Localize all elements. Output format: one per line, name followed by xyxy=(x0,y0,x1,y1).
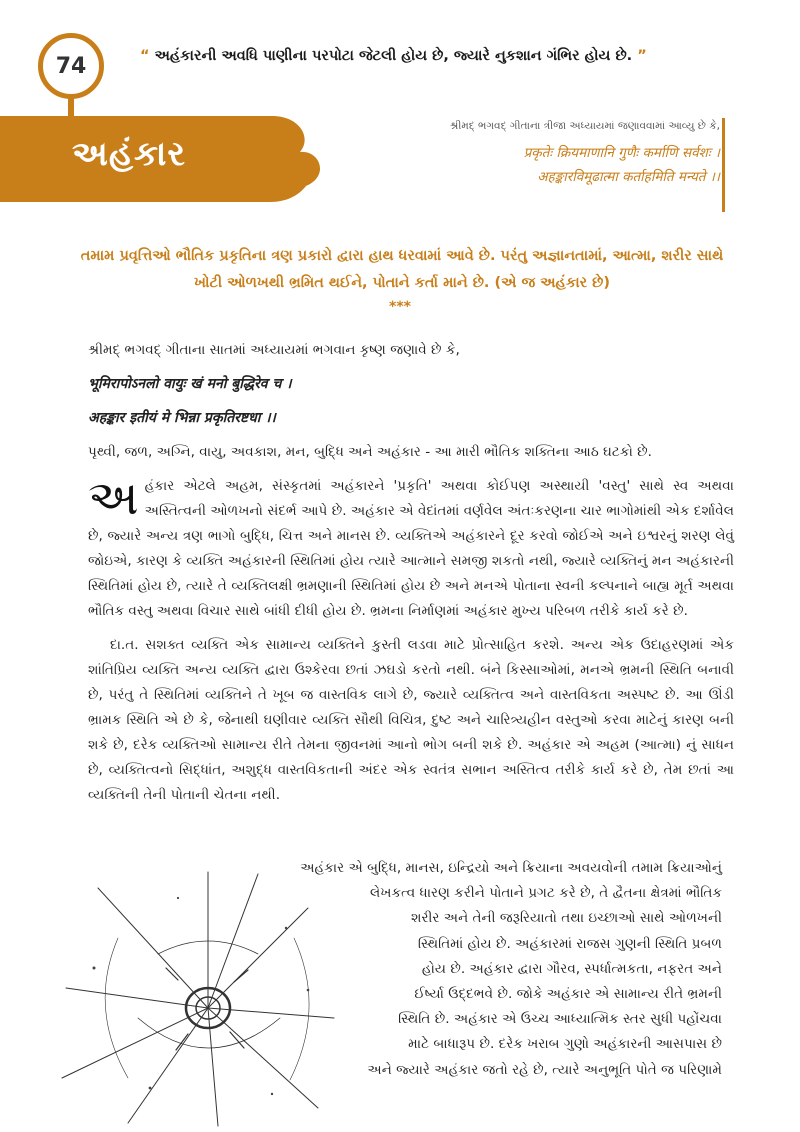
intro-paragraph: તમામ પ્રવૃત્તિઓ ભૌતિક પ્રકૃતિના ત્રણ પ્રકારો દ્વારા હાથ ધરવામાં આવે છે. પરંતુ અજ્ઞાનતામાં, આત્મા, શરીર સાથે ખોટી ઓળખથી ભ્રમિત થઈને, પોતાને કર્તા માને છે. (એ જ અહંકાર છે) xyxy=(80,248,724,291)
body-paragraph-1: શ્રીમદ્ ભગવદ્ ગીતાના સાતમાં અધ્યાયમાં ભગવાન કૃષ્ણ જણાવે છે કે, xyxy=(88,342,460,358)
right-line: હોય છે. અહંકાર દ્વારા ગૌરવ, સ્પર્ધાત્મકતા, નફરત અને xyxy=(421,960,722,977)
gita-verse xyxy=(400,141,720,189)
sanskrit-verse-line-1: भूमिरापोऽनलो वायुः खं मनो बुद्धिरेव च । xyxy=(88,376,292,392)
drop-cap: અ xyxy=(88,470,139,526)
right-column-text xyxy=(296,856,722,1083)
body-paragraph-3-text: હંકાર એટલે અહમ, સંસ્કૃતમાં અહંકારને 'પ્રકૃતિ' અથવા કોઈપણ અસ્થાયી 'વસ્તુ' સાથે સ્વ અથવા અસ્તિત્વની ઓળખનો સંદર્ભ આપે છે. અહંકાર એ વેદાંતમાં વર્ણવેલ અંતઃકરણના ચાર ભાગોમાંથી એક દર્શાવેલ છે, જ્યારે અન્ય ત્રણ ભાગો બુદ્ધિ, ચિત્ત અને માનસ છે. વ્યક્તિએ અહંકારને દૂર કરવો જોઈએ અને ઇશ્વરનું શરણ લેવું જોઇએ, કારણ કે વ્યક્તિ અહંકારની સ્થિતિમાં હોય ત્યારે આત્માને સમજી શકતો નથી, જ્યારે વ્યક્તિનું મન અહંકારની સ્થિતિમાં હોય છે, ત્યારે તે વ્યક્તિલક્ષી ભ્રમણાની સ્થિતિમાં હોય છે અને મનએ પોતાના સ્વની કલ્પનાને બાહ્ય મૂર્ત અથવા ભૌતિક વસ્તુ અથવા વિચાર સાથે બાંધી દીધી હોય છે. ભ્રમના નિર્માણમાં અહંકાર મુખ્ય પરિબળ તરીકે કાર્ય કરે છે. xyxy=(88,478,734,619)
header-quote xyxy=(140,48,780,64)
right-line: લેખકત્વ ધારણ કરીને પોતાને પ્રગટ કરે છે, તે દ્વૈતના ક્ષેત્રમાં ભૌતિક xyxy=(370,885,722,902)
body-paragraph-4: દા.ત. સશક્ત વ્યક્તિ એક સામાન્ય વ્યક્તિને કુસ્તી લડવા માટે પ્રોત્સાહિત કરશે. અન્ય એક ઉદાહરણમાં એક શાંતિપ્રિય વ્યક્તિ અન્ય વ્યક્તિ દ્વારા ઉશ્કેરવા છતાં ઝઘડો કરતો નથી. બંને કિસ્સાઓમાં, મનએ ભ્રમની સ્થિતિ બનાવી છે, પરંતુ તે સ્થિતિમાં વ્યક્તિને તે ખૂબ જ વાસ્તવિક લાગે છે, જ્યારે વ્યક્તિત્વ અને વાસ્તવિકતા અસ્પષ્ટ છે. આ ઊંડી ભ્રામક સ્થિતિ એ છે કે, જેનાથી ઘણીવાર વ્યક્તિ સૌથી વિચિત્ર, દુષ્ટ અને ચારિત્ર્યહીન વસ્તુઓ કરવા માટેનું કારણ બની શકે છે, દરેક વ્યક્તિઓ સામાન્ય રીતે તેમના જીવનમાં આનો ભોગ બની શકે છે. અહંકાર એ અહમ (આત્મા) નું સાધન છે, વ્યક્તિત્વનો સિદ્ધાંત, અશુદ્ધ વાસ્તવિકતાની અંદર એક સ્વતંત્ર સભાન અસ્તિત્વ તરીકે કાર્ય કરે છે, તેમ છતાં આ વ્યક્તિની તેની પોતાની ચેતના નથી. xyxy=(88,637,734,803)
chapter-title: અહંકાર xyxy=(72,134,186,174)
quote-open-mark: “ xyxy=(140,48,150,64)
page-number: 74 xyxy=(55,53,87,79)
page-number-badge xyxy=(38,33,104,99)
gita-quote-box xyxy=(400,118,720,189)
quote-text: અહંકારની અવધિ પાણીના પરપોટા જેટલી હોય છે, જ્યારે નુકશાન ગંભિર હોય છે. xyxy=(149,48,638,64)
cracked-glass-illustration xyxy=(58,868,340,1128)
right-line: સ્થિતિમાં હોય છે. અહંકારમાં રાજસ ગુણની સ્થિતિ પ્રબળ xyxy=(417,935,722,952)
quote-close-mark: ” xyxy=(637,48,647,64)
gita-verse-line-2: अहङ्कारविमूढात्मा कर्ताहमिति मन्यते ।। xyxy=(537,169,720,185)
separator: *** xyxy=(389,299,411,315)
sanskrit-verse-line-2: अहङ्कार इतीयं मे भिन्ना प्रकृतिरष्टधा ।। xyxy=(88,410,276,426)
right-line: માટે બાધારૂપ છે. દરેક ખરાબ ગુણો અહંકારની આસપાસ છે xyxy=(408,1036,722,1053)
gita-accent-bar xyxy=(722,118,725,212)
right-line: અહંકાર એ બુદ્ધિ, માનસ, ઇન્દ્રિયો અને ક્રિયાના અવયવોની તમામ ક્રિયાઓનું xyxy=(300,860,722,876)
body-paragraph-3 xyxy=(88,470,734,624)
right-line: શરીર અને તેની જરૂરિયાતો તથા ઇચ્છાઓ સાથે ઓળખની xyxy=(410,910,722,927)
right-line: અને જ્યારે અહંકાર જતો રહે છે, ત્યારે અનુભૂતિ પોતે જ પરિણામે xyxy=(367,1061,722,1078)
body-paragraph-2: પૃથ્વી, જળ, અગ્નિ, વાયુ, અવકાશ, મન, બુદ્ધિ અને અહંકાર - આ મારી ભૌતિક શક્તિના આઠ ઘટકો છે. xyxy=(88,444,652,460)
body-text xyxy=(88,338,734,817)
right-line: સ્થિતિ છે. અહંકાર એ ઉચ્ચ આધ્યાત્મિક સ્તર સુધી પહોંચવા xyxy=(398,1011,722,1028)
gita-intro: શ્રીમદ્ ભગવદ્ ગીતાના ત્રીજા અધ્યાયમાં જણાવવામાં આવ્યુ છે કે, xyxy=(449,120,720,132)
gita-verse-line-1: प्रकृतेः क्रियमाणानि गुणैः कर्माणि सर्वशः । xyxy=(523,145,720,161)
right-line: ઈર્ષ્યા ઉદ્દભવે છે. જોકે અહંકાર એ સામાન્ય રીતે ભ્રમની xyxy=(414,986,722,1003)
